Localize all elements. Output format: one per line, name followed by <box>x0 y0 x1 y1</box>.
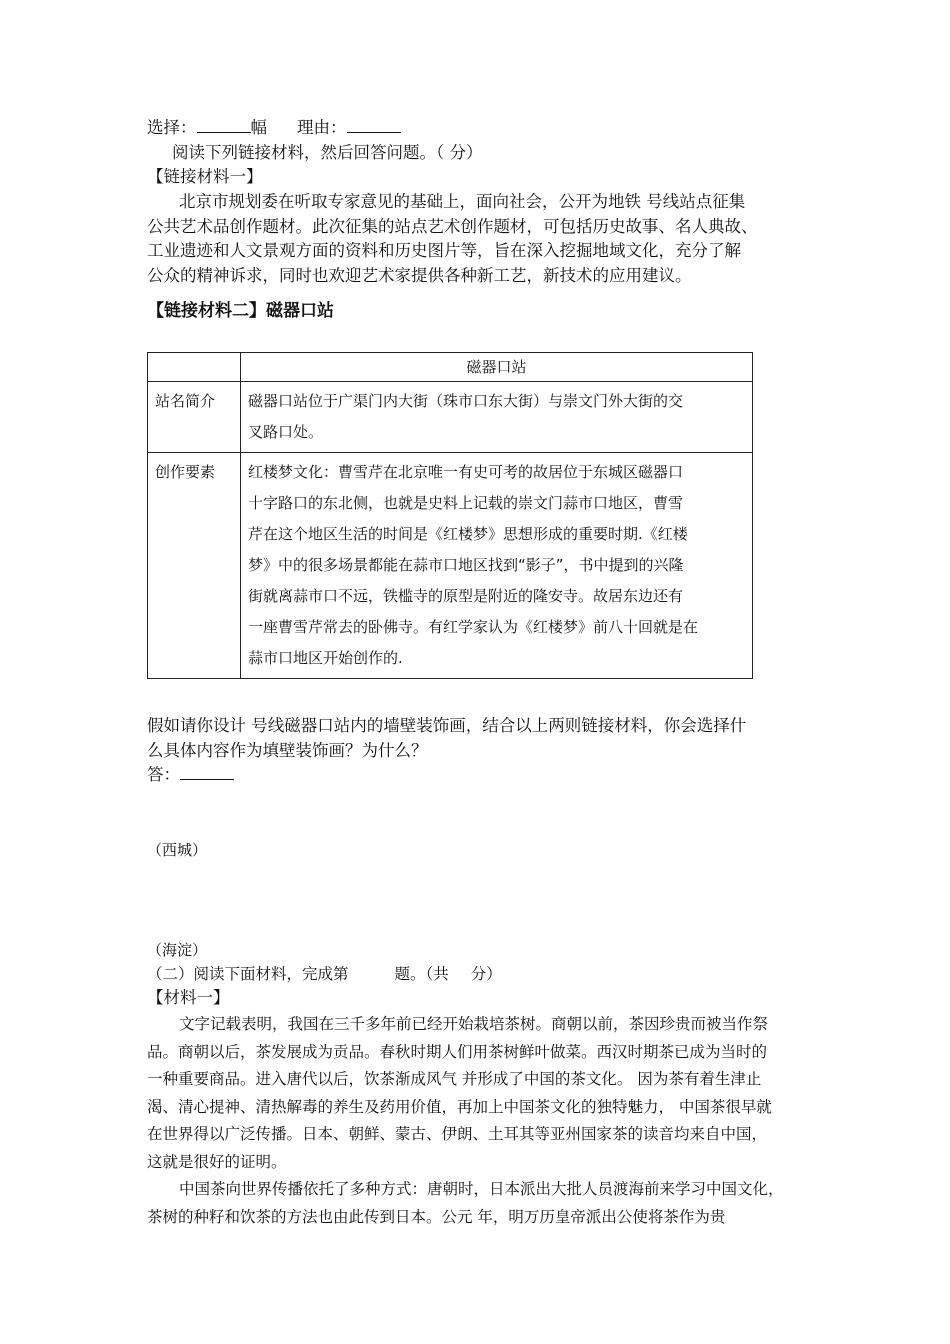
row-line: 芹在这个地区生活的时间是《红楼梦》思想形成的重要时期.《红楼 <box>248 525 688 543</box>
question-line: 假如请你设计 号线磁器口站内的墙壁装饰画，结合以上两则链接材料，你会选择什 <box>147 716 747 735</box>
row-content <box>241 382 753 453</box>
question <box>147 714 746 788</box>
table-row <box>148 382 753 453</box>
para-line: 文字记载表明，我国在三千多年前已经开始栽培茶树。商朝以前，茶因珍贵而被当作祭 <box>179 1015 769 1033</box>
table-header-cell: 磁器口站 <box>241 353 753 382</box>
answer-label: 答： <box>147 765 180 784</box>
row-line: 一座曹雪芹常去的卧佛寺。有红学家认为《红楼梦》前八十回就是在 <box>248 618 699 636</box>
table-corner-cell <box>148 353 241 382</box>
table-row <box>148 453 753 679</box>
tea-paragraph-1 <box>147 1011 809 1176</box>
table-header-row <box>148 353 753 382</box>
row-label: 站名简介 <box>148 382 241 453</box>
answer-line <box>147 763 746 788</box>
choice-label: 选择： <box>147 118 197 137</box>
section2-heading-part2: 题。（共 <box>394 965 449 983</box>
source-haidian: （海淀） <box>147 941 208 959</box>
para-line: 茶树的种籽和饮茶的方法也由此传到日本。公元 年，明万历皇帝派出公使将茶作为贵 <box>147 1207 726 1226</box>
material2-heading: 【链接材料二】磁器口站 <box>147 301 334 321</box>
answer-blank[interactable] <box>180 765 234 780</box>
instruction: 阅读下列链接材料，然后回答问题。（ 分） <box>172 143 483 162</box>
material1-line: 工业遗迹和人文景观方面的资料和历史图片等，旨在深入挖掘地域文化，充分了解 <box>147 241 741 260</box>
para-line: 一种重要商品。进入唐代以后，饮茶渐成风气 并形成了中国的茶文化。 因为茶有着生津止 <box>147 1070 762 1088</box>
question-line: 么具体内容作为填壁装饰画？为什么？ <box>147 740 428 760</box>
para-line: 在世界得以广泛传播。日本、朝鲜、蒙古、伊朗、土耳其等亚州国家茶的读音均来自中国， <box>147 1125 768 1143</box>
para-line: 中国茶向世界传播依托了多种方式：唐朝时，日本派出大批人员渡海前来学习中国文化， <box>179 1180 784 1198</box>
material1-line: 北京市规划委在听取专家意见的基础上，面向社会，公开为地铁 号线站点征集 <box>179 192 746 211</box>
section2-heading-part3: 分） <box>470 965 502 983</box>
station-table <box>147 352 753 679</box>
choice-unit: 幅 <box>250 118 267 137</box>
para-line: 这就是很好的证明。 <box>147 1152 287 1171</box>
row-content <box>241 453 753 679</box>
material1-text <box>147 190 758 288</box>
source-xicheng: （西城） <box>147 841 208 859</box>
row-line: 红楼梦文化：曹雪芹在北京唯一有史可考的故居位于东城区磁器口 <box>248 463 684 481</box>
row-line: 叉路口处。 <box>248 423 324 441</box>
row-line: 蒜市口地区开始创作的. <box>248 649 403 667</box>
material1-heading: 【链接材料一】 <box>147 167 263 186</box>
reason-label: 理由： <box>297 118 347 137</box>
material1-line: 公共艺术品创作题材。此次征集的站点艺术创作题材，可包括历史故事、名人典故、 <box>147 216 758 236</box>
para-line: 品。商朝以后，茶发展成为贡品。春秋时期人们用茶树鲜叶做菜。西汉时期茶已成为当时的 <box>147 1042 768 1061</box>
reason-blank[interactable] <box>347 118 401 133</box>
section2-heading <box>147 962 502 986</box>
para-line: 渴、清心提神、清热解毒的养生及药用价值，再加上中国茶文化的独特魅力， 中国茶很早就 <box>147 1097 772 1116</box>
row-line: 十字路口的东北侧，也就是史料上记载的崇文门蒜市口地区，曹雪 <box>248 494 684 512</box>
row-label: 创作要素 <box>148 453 241 679</box>
material1-line: 公众的精神诉求，同时也欢迎艺术家提供各种新工艺，新技术的应用建议。 <box>147 265 692 285</box>
section2-heading-part1: （二）阅读下面材料，完成第 <box>147 965 349 983</box>
row-line: 磁器口站位于广渠门内大街（珠市口东大街）与崇文门外大街的交 <box>248 392 684 410</box>
tea-paragraph-2 <box>147 1176 809 1231</box>
row-line: 梦》中的很多场景都能在蒜市口地区找到“影子”，书中提到的兴隆 <box>248 556 684 574</box>
choice-blank[interactable] <box>197 118 251 133</box>
choice-line <box>147 116 401 140</box>
material-one-heading: 【材料一】 <box>147 988 230 1007</box>
row-line: 街就离蒜市口不远，铁槛寺的原型是附近的隆安寺。故居东边还有 <box>248 587 684 605</box>
